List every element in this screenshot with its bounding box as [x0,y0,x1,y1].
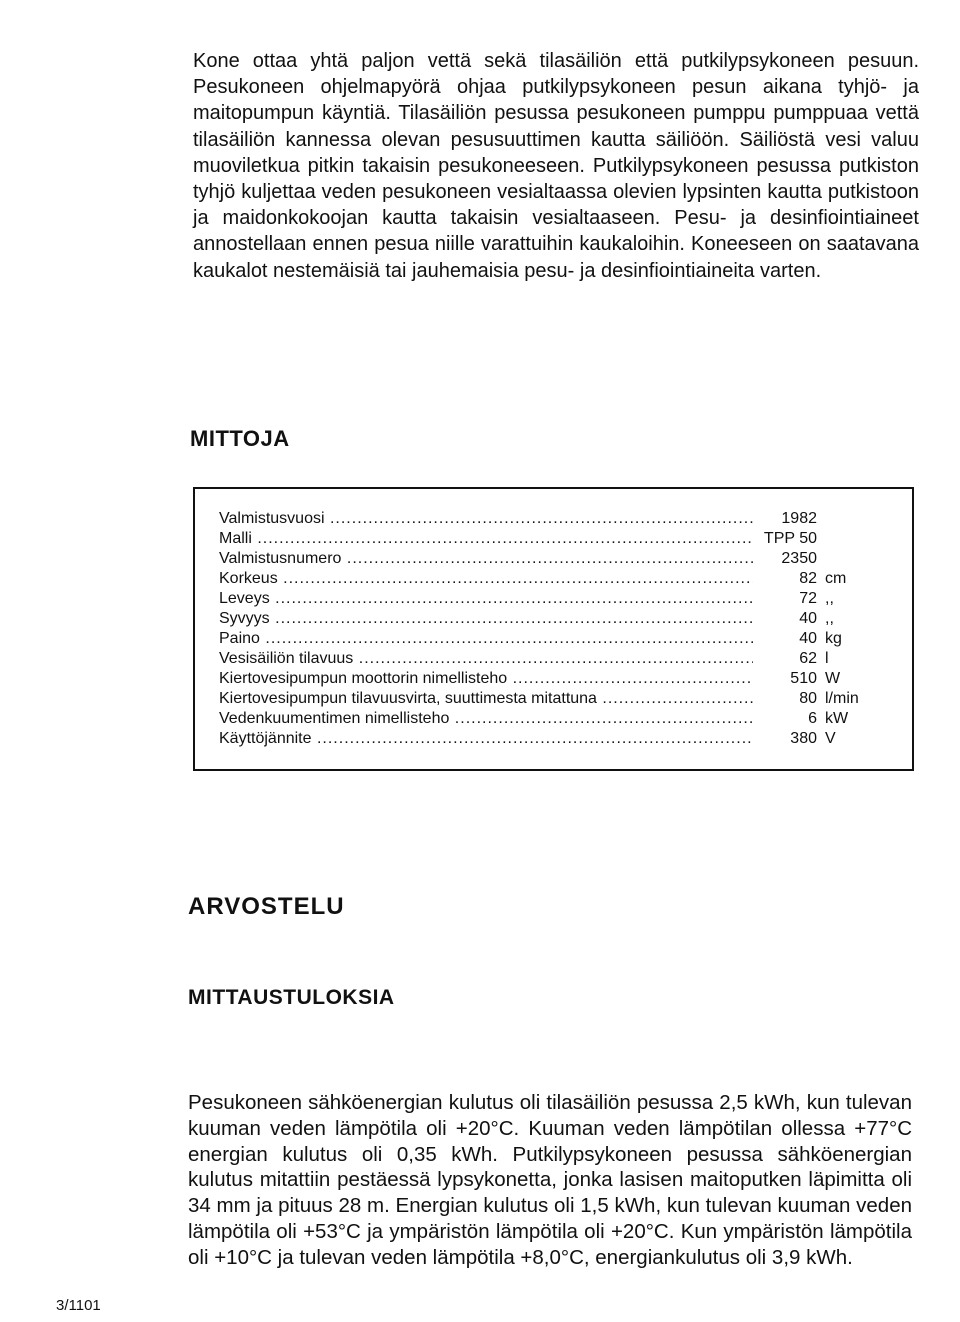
spec-unit: l [825,650,829,667]
spec-row [219,709,909,729]
spec-unit: l/min [825,690,859,707]
spec-row [219,589,909,609]
spec-row [219,689,909,709]
section-heading-arvostelu: ARVOSTELU [188,893,345,920]
spec-row [219,669,909,689]
spec-label: Vedenkuumentimen nimellisteho ..... [219,709,753,729]
spec-label: Valmistusvuosi ..... [219,509,753,529]
spec-value: 1982 [781,510,817,527]
spec-row [219,569,909,589]
spec-unit: ,, [825,590,834,607]
spec-unit: cm [825,570,847,587]
spec-unit: kg [825,630,842,647]
spec-row [219,629,909,649]
spec-row [219,549,909,569]
spec-unit: W [825,670,841,687]
spec-label: Syvyys ..... [219,609,753,629]
spec-row [219,729,909,749]
spec-label: Käyttöjännite ..... [219,729,753,749]
spec-value: TPP 50 [763,530,817,547]
page-number: 3/1101 [56,1297,101,1314]
spec-row [219,529,909,549]
spec-unit: V [825,730,836,747]
spec-label: Kiertovesipumpun tilavuusvirta, suuttimesta mitattuna ..... [219,689,753,709]
spec-label: Kiertovesipumpun moottorin nimellisteho ..... [219,669,753,689]
spec-label: Paino ..... [219,629,753,649]
spec-label: Leveys ..... [219,589,753,609]
spec-row [219,609,909,629]
spec-value: 82 [799,570,817,587]
spec-label: Korkeus ..... [219,569,753,589]
spec-value: 510 [790,670,817,687]
intro-paragraph: Kone ottaa yhtä paljon vettä sekä tilasäiliön että putkilypsykoneen pesuun. Pesukoneen ohjelmapyörä ohjaa putkilypsykoneen pesun aikana tyhjö- ja maitopumpun käyntiä. Tilasäiliön pesussa pesukoneen pumppu pumppuaa vettä tilasäiliön kannessa olevan pesusuuttimen kautta säiliöön. Säiliöstä vesi valuu muoviletkua pitkin takaisin pesukoneeseen. Putkilypsykoneen pesussa putkiston tyhjö kuljettaa veden pesukoneen vesialtaassa olevien lypsinten kautta putkistoon ja maidonkokoojan kautta takaisin vesialtaaseen. Pesu- ja desinfiointiaineet annostellaan ennen pesua niille varattuihin kaukaloihin. Koneeseen on saatavana kaukalot nestemäisiä tai jauhemaisia pesu- ja desinfiointiaineita varten. [193,50,919,282]
section-heading-mittoja: MITTOJA [190,426,290,451]
spec-value: 40 [799,610,817,627]
results-paragraph: Pesukoneen sähköenergian kulutus oli tilasäiliön pesussa 2,5 kWh, kun tulevan kuuman veden lämpötila oli +20°C. Kuuman veden lämpötilan ollessa +77°C energian kulutus oli 0,35 kWh. Putkilypsykoneen pesussa sähköenergian kulutus mitattiin pestäessä lypsykonetta, jonka lasisen maitoputken läpimitta oli 34 mm ja pituus 28 m. Energian kulutus oli 1,5 kWh, kun tulevan kuuman veden lämpötila oli +53°C ja ympäristön lämpötila oli +20°C. Kun ympäristön lämpötila oli +10°C ja tulevan veden lämpötila +8,0°C, energiankulutus oli 3,9 kWh. [188,1091,912,1269]
spec-label: Vesisäiliön tilavuus ..... [219,649,753,669]
spec-row [219,509,909,529]
spec-value: 380 [790,730,817,747]
spec-value: 80 [799,690,817,707]
spec-value: 2350 [781,550,817,567]
spec-row [219,649,909,669]
spec-label: Malli ..... [219,529,753,549]
spec-label: Valmistusnumero ..... [219,549,753,569]
section-heading-mittaustuloksia: MITTAUSTULOKSIA [188,986,395,1009]
spec-unit: ,, [825,610,834,627]
spec-value: 72 [799,590,817,607]
spec-value: 62 [799,650,817,667]
spec-unit: kW [825,710,849,727]
spec-value: 6 [808,710,817,727]
spec-value: 40 [799,630,817,647]
specifications-table [193,487,914,771]
